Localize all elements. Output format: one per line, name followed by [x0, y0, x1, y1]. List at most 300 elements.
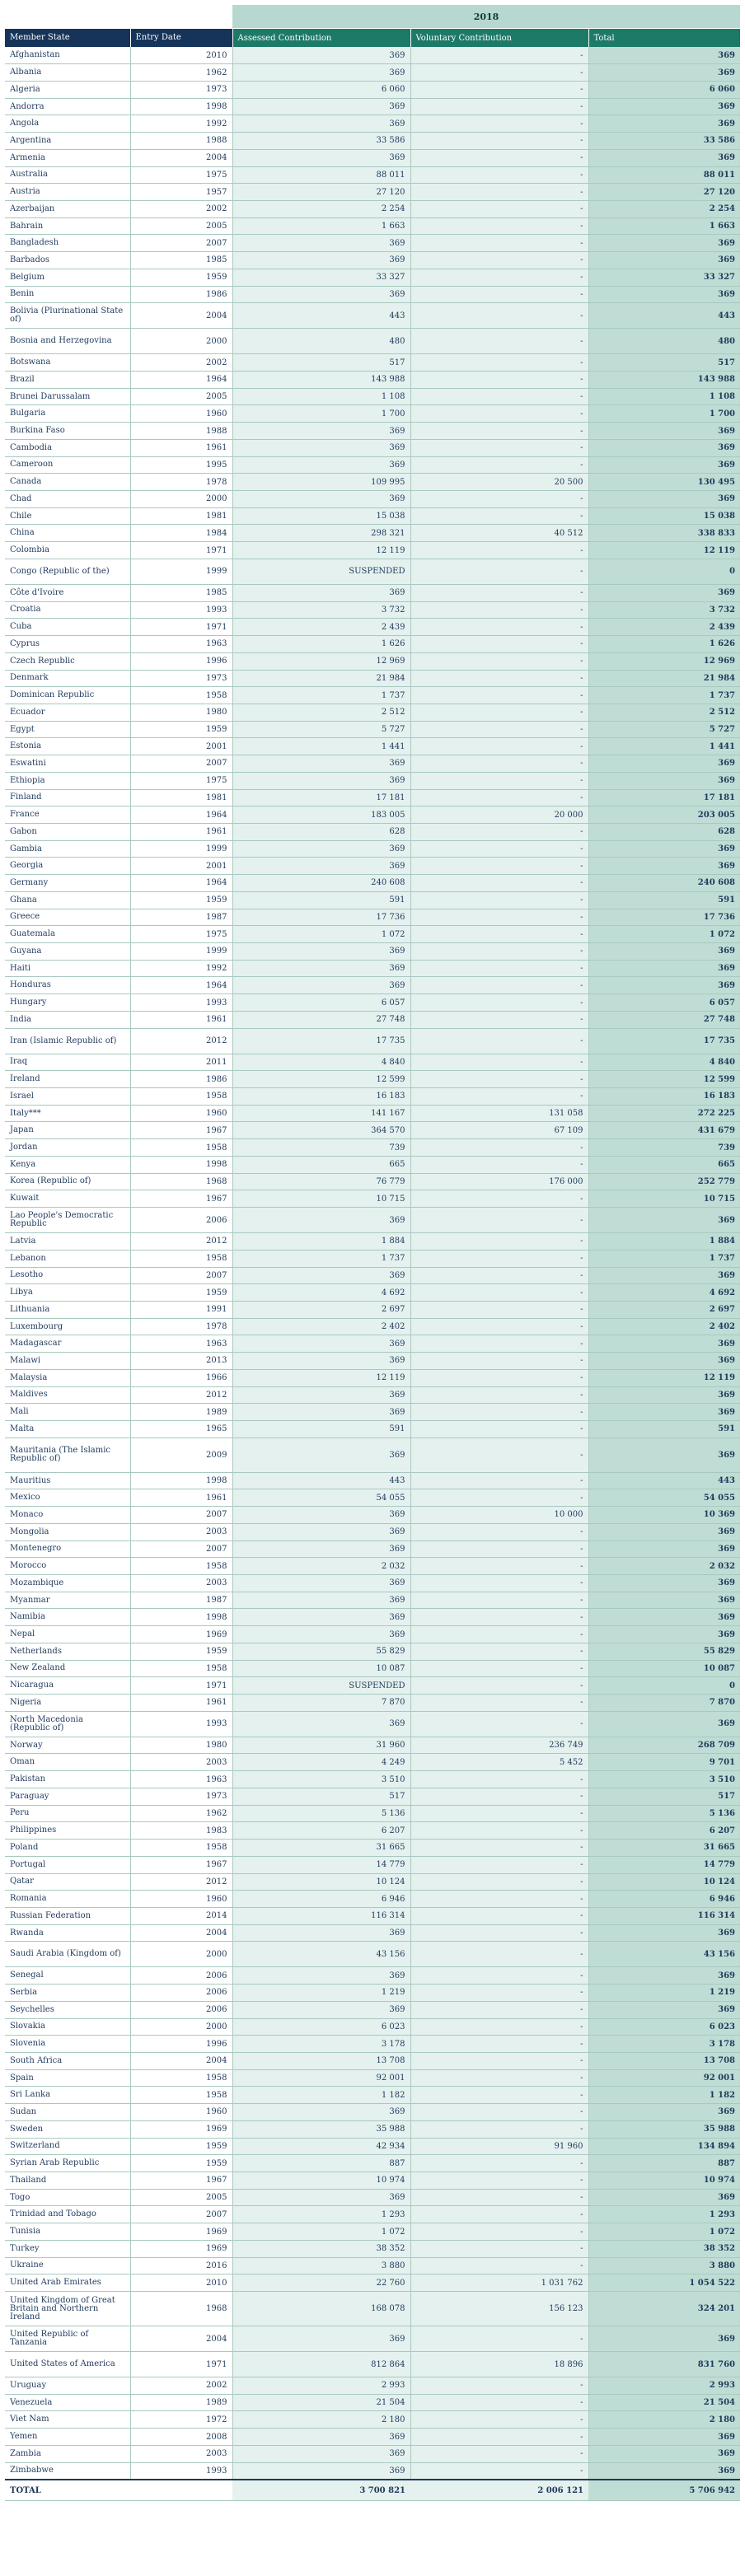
assessed-contribution-cell: 369 — [232, 491, 410, 508]
table-row — [5, 372, 740, 389]
table-row — [5, 1507, 740, 1524]
member-state-cell: Nigeria — [5, 1695, 130, 1712]
table-row — [5, 1054, 740, 1071]
member-state-cell: Lebanon — [5, 1250, 130, 1267]
voluntary-contribution-cell: - — [410, 149, 588, 166]
assessed-contribution-cell: 369 — [232, 1540, 410, 1558]
table-row — [5, 1088, 740, 1106]
total-cell: 6 060 — [588, 81, 740, 98]
table-row — [5, 1301, 740, 1318]
total-cell: 10 087 — [588, 1660, 740, 1677]
total-cell: 130 495 — [588, 474, 740, 491]
assessed-contribution-cell: 591 — [232, 1420, 410, 1438]
assessed-contribution-cell: 887 — [232, 2155, 410, 2172]
voluntary-contribution-cell: - — [410, 1353, 588, 1370]
entry-date-cell: 1968 — [130, 2292, 232, 2326]
member-state-cell: Iraq — [5, 1054, 130, 1071]
table-row — [5, 303, 740, 329]
entry-date-cell: 2016 — [130, 2257, 232, 2274]
assessed-contribution-cell: 2 512 — [232, 704, 410, 721]
table-row — [5, 405, 740, 423]
member-state-cell: Germany — [5, 875, 130, 892]
total-cell: 369 — [588, 2326, 740, 2352]
assessed-contribution-cell: 369 — [232, 1404, 410, 1421]
total-cell: 6 207 — [588, 1822, 740, 1840]
voluntary-contribution-cell: - — [410, 2411, 588, 2429]
table-row — [5, 875, 740, 892]
entry-date-cell: 1967 — [130, 1122, 232, 1139]
total-cell: 369 — [588, 286, 740, 303]
assessed-contribution-cell: 1 441 — [232, 738, 410, 755]
table-row — [5, 1173, 740, 1190]
table-row — [5, 474, 740, 491]
entry-date-cell: 2004 — [130, 2326, 232, 2352]
assessed-contribution-cell: 1 072 — [232, 926, 410, 943]
voluntary-contribution-cell: 176 000 — [410, 1173, 588, 1190]
total-cell: 831 760 — [588, 2352, 740, 2377]
table-row — [5, 1523, 740, 1540]
voluntary-contribution-cell: 91 960 — [410, 2138, 588, 2155]
assessed-contribution-cell: 3 510 — [232, 1771, 410, 1788]
assessed-contribution-cell: 443 — [232, 1472, 410, 1489]
entry-date-cell: 1961 — [130, 1489, 232, 1507]
entry-date-cell: 2008 — [130, 2429, 232, 2446]
voluntary-contribution-cell: - — [410, 1335, 588, 1353]
assessed-contribution-cell: 88 011 — [232, 166, 410, 184]
assessed-contribution-cell: 369 — [232, 840, 410, 858]
table-row — [5, 1156, 740, 1173]
entry-date-cell: 2009 — [130, 1438, 232, 1472]
table-row — [5, 1609, 740, 1626]
total-cell: 12 969 — [588, 652, 740, 670]
entry-date-cell: 1973 — [130, 81, 232, 98]
member-state-cell: Namibia — [5, 1609, 130, 1626]
assessed-contribution-cell: 369 — [232, 2001, 410, 2018]
assessed-contribution-cell: 6 023 — [232, 2018, 410, 2036]
assessed-contribution-cell: 2 993 — [232, 2377, 410, 2395]
member-state-cell: Bahrain — [5, 217, 130, 235]
assessed-contribution-cell: 369 — [232, 456, 410, 474]
assessed-contribution-cell: 1 700 — [232, 405, 410, 423]
assessed-contribution-cell: 12 119 — [232, 542, 410, 559]
assessed-contribution-cell: 35 988 — [232, 2120, 410, 2138]
table-row — [5, 2069, 740, 2087]
member-state-cell: Italy*** — [5, 1105, 130, 1122]
total-cell: 33 586 — [588, 133, 740, 150]
assessed-contribution-cell: 628 — [232, 823, 410, 840]
table-row — [5, 1250, 740, 1267]
total-cell: 10 974 — [588, 2172, 740, 2190]
member-state-cell: New Zealand — [5, 1660, 130, 1677]
total-cell: 3 880 — [588, 2257, 740, 2274]
total-cell: 369 — [588, 439, 740, 456]
member-state-cell: Armenia — [5, 149, 130, 166]
member-state-cell: Angola — [5, 115, 130, 133]
entry-date-cell: 1960 — [130, 1105, 232, 1122]
member-state-cell: Austria — [5, 184, 130, 201]
table-row — [5, 2155, 740, 2172]
total-cell: 2 993 — [588, 2377, 740, 2395]
table-row — [5, 1967, 740, 1985]
voluntary-contribution-cell: - — [410, 1071, 588, 1088]
member-state-cell: Mozambique — [5, 1575, 130, 1592]
entry-date-cell: 1958 — [130, 2087, 232, 2104]
entry-date-cell: 2000 — [130, 329, 232, 354]
table-row — [5, 200, 740, 217]
member-state-cell: Georgia — [5, 858, 130, 875]
entry-date-cell: 1993 — [130, 601, 232, 619]
total-cell: 7 870 — [588, 1695, 740, 1712]
entry-date-cell: 1998 — [130, 98, 232, 115]
assessed-contribution-cell: 1 884 — [232, 1233, 410, 1251]
member-state-cell: Eswatini — [5, 755, 130, 773]
table-row — [5, 806, 740, 824]
table-row — [5, 1011, 740, 1028]
table-row — [5, 1028, 740, 1054]
entry-date-cell: 1973 — [130, 670, 232, 687]
column-header-total: Total — [588, 29, 740, 48]
table-row — [5, 2087, 740, 2104]
total-cell: 369 — [588, 943, 740, 961]
table-row — [5, 1105, 740, 1122]
total-cell: 12 119 — [588, 1369, 740, 1386]
table-row — [5, 507, 740, 525]
voluntary-contribution-cell: - — [410, 423, 588, 440]
table-row — [5, 755, 740, 773]
entry-date-cell: 2012 — [130, 1873, 232, 1891]
entry-date-cell: 2005 — [130, 388, 232, 405]
total-cell: 369 — [588, 1208, 740, 1233]
voluntary-contribution-cell: - — [410, 456, 588, 474]
entry-date-cell: 1958 — [130, 2069, 232, 2087]
voluntary-contribution-cell: - — [410, 507, 588, 525]
total-cell: 1 072 — [588, 926, 740, 943]
table-row — [5, 456, 740, 474]
table-row — [5, 81, 740, 98]
voluntary-contribution-cell: - — [410, 235, 588, 252]
total-cell: 2 032 — [588, 1558, 740, 1575]
entry-date-cell: 1983 — [130, 1822, 232, 1840]
total-cell: 591 — [588, 891, 740, 909]
voluntary-contribution-cell: - — [410, 943, 588, 961]
member-state-cell: Mali — [5, 1404, 130, 1421]
total-label: TOTAL — [5, 2480, 232, 2501]
assessed-contribution-cell: 12 119 — [232, 1369, 410, 1386]
entry-date-cell: 2001 — [130, 738, 232, 755]
voluntary-contribution-cell: - — [410, 1643, 588, 1660]
assessed-contribution-cell: 369 — [232, 64, 410, 82]
voluntary-contribution-cell: - — [410, 2429, 588, 2446]
assessed-contribution-cell: 369 — [232, 47, 410, 64]
entry-date-cell: 1999 — [130, 559, 232, 584]
entry-date-cell: 1986 — [130, 286, 232, 303]
total-cell: 3 732 — [588, 601, 740, 619]
table-row — [5, 1122, 740, 1139]
voluntary-contribution-cell: 67 109 — [410, 1122, 588, 1139]
table-row — [5, 542, 740, 559]
member-state-cell: Korea (Republic of) — [5, 1173, 130, 1190]
voluntary-contribution-cell: - — [410, 252, 588, 269]
total-cell: 31 665 — [588, 1840, 740, 1857]
member-state-cell: Togo — [5, 2189, 130, 2206]
entry-date-cell: 2010 — [130, 2274, 232, 2292]
total-cell: 16 183 — [588, 1088, 740, 1106]
assessed-contribution-cell: 298 321 — [232, 525, 410, 542]
table-row — [5, 1420, 740, 1438]
member-state-cell: Greece — [5, 909, 130, 926]
table-row — [5, 2138, 740, 2155]
member-state-cell: Kenya — [5, 1156, 130, 1173]
entry-date-cell: 1958 — [130, 687, 232, 704]
entry-date-cell: 2002 — [130, 2377, 232, 2395]
voluntary-contribution-cell: - — [410, 1208, 588, 1233]
voluntary-contribution-cell: - — [410, 601, 588, 619]
entry-date-cell: 2007 — [130, 1507, 232, 1524]
assessed-contribution-cell: 4 249 — [232, 1754, 410, 1771]
entry-date-cell: 1961 — [130, 439, 232, 456]
entry-date-cell: 1981 — [130, 789, 232, 806]
member-state-cell: Cambodia — [5, 439, 130, 456]
voluntary-contribution-cell: - — [410, 2069, 588, 2087]
assessed-contribution-cell: 2 180 — [232, 2411, 410, 2429]
table-row — [5, 652, 740, 670]
voluntary-contribution-cell: - — [410, 891, 588, 909]
assessed-contribution-cell: 10 087 — [232, 1660, 410, 1677]
assessed-contribution-cell: 369 — [232, 115, 410, 133]
assessed-contribution-cell: 10 124 — [232, 1873, 410, 1891]
member-state-cell: Honduras — [5, 977, 130, 994]
assessed-contribution-cell: 369 — [232, 1592, 410, 1609]
total-cell: 203 005 — [588, 806, 740, 824]
voluntary-contribution-cell: - — [410, 286, 588, 303]
table-row — [5, 891, 740, 909]
entry-date-cell: 1963 — [130, 1335, 232, 1353]
assessed-contribution-cell: 6 057 — [232, 994, 410, 1012]
table-row — [5, 2445, 740, 2462]
table-row — [5, 840, 740, 858]
member-state-cell: Tunisia — [5, 2223, 130, 2241]
member-state-cell: Netherlands — [5, 1643, 130, 1660]
total-cell: 739 — [588, 1139, 740, 1157]
table-row — [5, 2018, 740, 2036]
table-row — [5, 423, 740, 440]
member-state-cell: Maldives — [5, 1386, 130, 1404]
voluntary-contribution-cell: - — [410, 1711, 588, 1737]
voluntary-contribution-cell: - — [410, 115, 588, 133]
voluntary-contribution-cell: - — [410, 1523, 588, 1540]
table-row — [5, 235, 740, 252]
member-state-cell: Serbia — [5, 1985, 130, 2002]
assessed-contribution-cell: 369 — [232, 149, 410, 166]
assessed-contribution-cell: 369 — [232, 1626, 410, 1643]
voluntary-contribution-cell: - — [410, 1054, 588, 1071]
member-state-cell: Bulgaria — [5, 405, 130, 423]
voluntary-contribution-cell: - — [410, 329, 588, 354]
entry-date-cell: 1993 — [130, 994, 232, 1012]
total-cell: 15 038 — [588, 507, 740, 525]
table-row — [5, 2411, 740, 2429]
member-state-cell: Argentina — [5, 133, 130, 150]
member-state-cell: Uruguay — [5, 2377, 130, 2395]
entry-date-cell: 1985 — [130, 584, 232, 601]
total-cell: 369 — [588, 1540, 740, 1558]
total-cell: 5 136 — [588, 1805, 740, 1822]
member-state-cell: Nicaragua — [5, 1677, 130, 1695]
table-row — [5, 388, 740, 405]
total-cell: 369 — [588, 2445, 740, 2462]
member-state-cell: Yemen — [5, 2429, 130, 2446]
total-cell: 38 352 — [588, 2240, 740, 2257]
total-cell: 369 — [588, 235, 740, 252]
member-state-cell: Ukraine — [5, 2257, 130, 2274]
year-header: 2018 — [232, 5, 740, 29]
total-cell: 1 737 — [588, 1250, 740, 1267]
voluntary-contribution-cell: 20 500 — [410, 474, 588, 491]
entry-date-cell: 1958 — [130, 1840, 232, 1857]
voluntary-contribution-cell: - — [410, 926, 588, 943]
entry-date-cell: 1993 — [130, 2462, 232, 2480]
total-cell: 14 779 — [588, 1856, 740, 1873]
voluntary-contribution-cell: - — [410, 1677, 588, 1695]
table-row — [5, 329, 740, 354]
total-cell: 6 023 — [588, 2018, 740, 2036]
voluntary-contribution-cell: - — [410, 840, 588, 858]
member-state-cell: France — [5, 806, 130, 824]
total-cell: 17 736 — [588, 909, 740, 926]
voluntary-contribution-cell: - — [410, 439, 588, 456]
total-cell: 369 — [588, 1626, 740, 1643]
member-state-cell: Hungary — [5, 994, 130, 1012]
voluntary-contribution-cell: - — [410, 1088, 588, 1106]
assessed-contribution-cell: 369 — [232, 2445, 410, 2462]
total-cell: 12 119 — [588, 542, 740, 559]
total-cell: 431 679 — [588, 1122, 740, 1139]
assessed-contribution-cell: 6 060 — [232, 81, 410, 98]
column-header-row — [5, 29, 740, 48]
voluntary-contribution-cell: 18 896 — [410, 2352, 588, 2377]
member-state-cell: Russian Federation — [5, 1907, 130, 1924]
member-state-cell: Norway — [5, 1737, 130, 1754]
total-cell: 517 — [588, 354, 740, 372]
member-state-cell: Belgium — [5, 269, 130, 286]
member-state-cell: China — [5, 525, 130, 542]
entry-date-cell: 2002 — [130, 354, 232, 372]
entry-date-cell: 1958 — [130, 1139, 232, 1157]
member-state-cell: Romania — [5, 1891, 130, 1908]
assessed-contribution-cell: 364 570 — [232, 1122, 410, 1139]
total-cell: 17 181 — [588, 789, 740, 806]
member-state-cell: Afghanistan — [5, 47, 130, 64]
table-row — [5, 823, 740, 840]
voluntary-contribution-cell: 236 749 — [410, 1737, 588, 1754]
table-row — [5, 2104, 740, 2121]
table-row — [5, 217, 740, 235]
member-state-cell: Latvia — [5, 1233, 130, 1251]
entry-date-cell: 1980 — [130, 1737, 232, 1754]
entry-date-cell: 1963 — [130, 636, 232, 653]
entry-date-cell: 2004 — [130, 149, 232, 166]
member-state-cell: Egypt — [5, 721, 130, 738]
member-state-cell: Ireland — [5, 1071, 130, 1088]
member-state-cell: Malaysia — [5, 1369, 130, 1386]
assessed-contribution-cell: 369 — [232, 1711, 410, 1737]
assessed-contribution-cell: 517 — [232, 1788, 410, 1805]
assessed-contribution-cell: 1 737 — [232, 1250, 410, 1267]
entry-date-cell: 1957 — [130, 184, 232, 201]
assessed-contribution-cell: 5 727 — [232, 721, 410, 738]
member-state-cell: Morocco — [5, 1558, 130, 1575]
assessed-contribution-cell: 54 055 — [232, 1489, 410, 1507]
entry-date-cell: 2004 — [130, 2052, 232, 2069]
voluntary-contribution-cell: - — [410, 1626, 588, 1643]
member-state-cell: Viet Nam — [5, 2411, 130, 2429]
total-cell: 369 — [588, 960, 740, 977]
voluntary-contribution-cell: - — [410, 994, 588, 1012]
entry-date-cell: 1986 — [130, 1071, 232, 1088]
total-cell: 369 — [588, 252, 740, 269]
voluntary-contribution-cell: - — [410, 2001, 588, 2018]
member-state-cell: North Macedonia (Republic of) — [5, 1711, 130, 1737]
total-cell: 5 727 — [588, 721, 740, 738]
member-state-cell: Côte d'Ivoire — [5, 584, 130, 601]
member-state-cell: Colombia — [5, 542, 130, 559]
voluntary-contribution-cell: - — [410, 1233, 588, 1251]
assessed-contribution-cell: 240 608 — [232, 875, 410, 892]
entry-date-cell: 2007 — [130, 235, 232, 252]
total-cell: 10 369 — [588, 1507, 740, 1524]
total-cell: 1 663 — [588, 217, 740, 235]
member-state-cell: Venezuela — [5, 2394, 130, 2411]
assessed-contribution-cell: 369 — [232, 1386, 410, 1404]
total-cell: 443 — [588, 1472, 740, 1489]
assessed-contribution-cell: 92 001 — [232, 2069, 410, 2087]
assessed-contribution-cell: 480 — [232, 329, 410, 354]
table-body — [5, 47, 740, 2480]
voluntary-contribution-cell: - — [410, 2087, 588, 2104]
member-state-cell: Benin — [5, 286, 130, 303]
member-state-cell: South Africa — [5, 2052, 130, 2069]
voluntary-contribution-cell: - — [410, 2257, 588, 2274]
total-cell: 369 — [588, 1711, 740, 1737]
member-state-cell: United States of America — [5, 2352, 130, 2377]
entry-date-cell: 1958 — [130, 1250, 232, 1267]
total-cell: 887 — [588, 2155, 740, 2172]
table-row — [5, 1985, 740, 2002]
entry-date-cell: 1969 — [130, 1626, 232, 1643]
voluntary-contribution-cell: - — [410, 1907, 588, 1924]
assessed-contribution-cell: 369 — [232, 286, 410, 303]
total-cell: 21 504 — [588, 2394, 740, 2411]
table-row — [5, 2352, 740, 2377]
voluntary-contribution-cell: - — [410, 1267, 588, 1284]
assessed-contribution-cell: 1 663 — [232, 217, 410, 235]
voluntary-contribution-cell: - — [410, 772, 588, 789]
voluntary-contribution-cell: - — [410, 1575, 588, 1592]
total-cell: 443 — [588, 303, 740, 329]
entry-date-cell: 2000 — [130, 1942, 232, 1967]
voluntary-contribution-cell: - — [410, 1420, 588, 1438]
member-state-cell: Czech Republic — [5, 652, 130, 670]
table-row — [5, 926, 740, 943]
assessed-contribution-cell: 369 — [232, 1924, 410, 1942]
assessed-contribution-cell: 55 829 — [232, 1643, 410, 1660]
member-state-cell: Mongolia — [5, 1523, 130, 1540]
table-row — [5, 1190, 740, 1208]
total-cell: 1 626 — [588, 636, 740, 653]
voluntary-contribution-cell: 1 031 762 — [410, 2274, 588, 2292]
member-state-cell: Iran (Islamic Republic of) — [5, 1028, 130, 1054]
table-row — [5, 977, 740, 994]
